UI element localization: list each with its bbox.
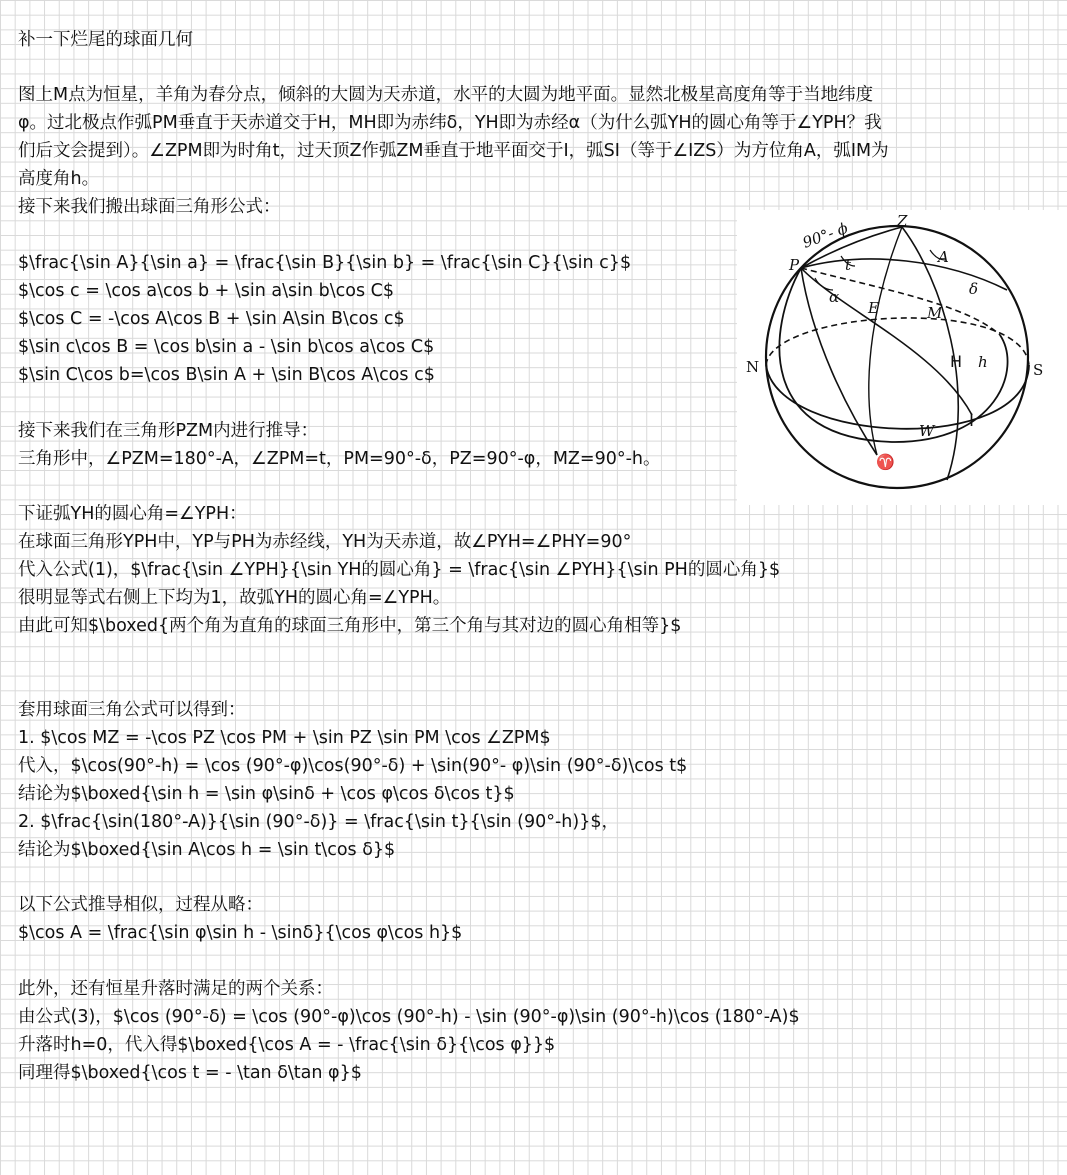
horizon-front-arc bbox=[766, 365, 1029, 429]
formula-line: $\cos c = \cos a\cos b + \sin a\sin b\cos C$ bbox=[18, 281, 395, 301]
label-p: P bbox=[789, 256, 800, 274]
paragraph-line: 在球面三角形YPH中，YP与PH为赤经线，YH为天赤道，故∠PYH=∠PHY=90° bbox=[18, 532, 632, 552]
formula-line: 由此可知$\boxed{两个角为直角的球面三角形中，第三个角与其对边的圆心角相等}$ bbox=[18, 616, 682, 636]
label-a: A bbox=[938, 248, 949, 266]
label-90-phi: 90°- ϕ bbox=[800, 218, 851, 252]
paragraph-line: 很明显等式右侧上下均为1，故弧YH的圆心角=∠YPH。 bbox=[18, 588, 451, 608]
paragraph-line: 高度角h。 bbox=[18, 169, 100, 189]
label-t: t bbox=[845, 256, 852, 274]
formula-line: $\cos A = \frac{\sin φ\sin h - \sinδ}{\cos φ\cos h}$ bbox=[18, 923, 463, 943]
paragraph-line: 接下来我们在三角形PZM内进行推导： bbox=[18, 421, 319, 441]
formula-line: 2. $\frac{\sin(180°-A)}{\sin (90°-δ)} = \frac{\sin t}{\sin (90°-h)}$， bbox=[18, 812, 619, 832]
formula-line: $\frac{\sin A}{\sin a} = \frac{\sin B}{\sin b} = \frac{\sin C}{\sin c}$ bbox=[18, 253, 632, 273]
paragraph-line: 套用球面三角公式可以得到： bbox=[18, 700, 246, 720]
formula-line: $\sin C\cos b=\cos B\sin A + \sin B\cos A\cos c$ bbox=[18, 365, 435, 385]
paragraph-line: 接下来我们搬出球面三角形公式： bbox=[18, 197, 281, 217]
label-delta: δ bbox=[969, 280, 979, 298]
paragraph-line: 以下公式推导相似，过程从略： bbox=[18, 895, 263, 915]
horizon-back-arc bbox=[766, 318, 1029, 365]
paragraph-line: 此外，还有恒星升落时满足的两个关系： bbox=[18, 979, 333, 999]
formula-line: 结论为$\boxed{\sin h = \sin φ\sinδ + \cos φ\cos δ\cos t}$ bbox=[18, 784, 515, 804]
doc-title: 补一下烂尾的球面几何 bbox=[18, 30, 193, 50]
paragraph-line: 图上M点为恒星，羊角为春分点，倾斜的大圆为天赤道，水平的大圆为地平面。显然北极星高度角等于当地纬度 bbox=[18, 85, 874, 105]
label-w: W bbox=[919, 422, 935, 440]
label-n: N bbox=[746, 358, 760, 376]
formula-line: 代入公式(1)，$\frac{\sin ∠YPH}{\sin YH的圆心角} = \frac{\sin ∠PYH}{\sin PH的圆心角}$ bbox=[18, 560, 781, 580]
label-aries: ♈ bbox=[876, 453, 895, 471]
label-s: S bbox=[1033, 361, 1044, 379]
label-h-upper: H bbox=[950, 352, 963, 371]
celestial-sphere-figure bbox=[737, 210, 1067, 505]
label-e: E bbox=[868, 299, 879, 317]
paragraph-line: φ。过北极点作弧PM垂直于天赤道交于H，MH即为赤纬δ，YH即为赤经α（为什么弧YH的圆心角等于∠YPH？我 bbox=[18, 113, 882, 133]
formula-line: 由公式(3)，$\cos (90°-δ) = \cos (90°-φ)\cos (90°-h) - \sin (90°-φ)\sin (90°-h)\cos (180°-A)$ bbox=[18, 1007, 800, 1027]
formula-line: 同理得$\boxed{\cos t = - \tan δ\tan φ}$ bbox=[18, 1063, 362, 1083]
hour-circle-arc bbox=[801, 268, 972, 415]
label-h-lower: h bbox=[978, 353, 988, 371]
paragraph-line: 三角形中，∠PZM=180°-A，∠ZPM=t，PM=90°-δ，PZ=90°-φ，MZ=90°-h。 bbox=[18, 449, 661, 469]
formula-line: 结论为$\boxed{\sin A\cos h = \sin t\cos δ}$ bbox=[18, 840, 396, 860]
formula-line: 升落时h=0，代入得$\boxed{\cos A = - \frac{\sin δ}{\cos φ}}$ bbox=[18, 1035, 556, 1055]
celestial-sphere-diagram bbox=[737, 210, 1067, 505]
paragraph-line: 们后文会提到）。∠ZPM即为时角t，过天顶Z作弧ZM垂直于地平面交于I，弧SI（等于∠IZS）为方位角A，弧IM为 bbox=[18, 141, 889, 161]
formula-line: $\cos C = -\cos A\cos B + \sin A\sin B\cos c$ bbox=[18, 309, 405, 329]
formula-line: 1. $\cos MZ = -\cos PZ \cos PM + \sin PZ \sin PM \cos ∠ZPM$ bbox=[18, 728, 551, 748]
label-i: I bbox=[969, 411, 975, 431]
label-m: M bbox=[927, 304, 943, 322]
formula-line: $\sin c\cos B = \cos b\sin a - \sin b\cos a\cos C$ bbox=[18, 337, 435, 357]
label-alpha: α bbox=[829, 288, 840, 306]
arc-z-y bbox=[869, 227, 902, 455]
paragraph-line: 下证弧YH的圆心角=∠YPH： bbox=[18, 504, 247, 524]
formula-line: 代入，$\cos(90°-h) = \cos (90°-φ)\cos(90°-δ) + \sin(90°- φ)\sin (90°-δ)\cos t$ bbox=[18, 756, 688, 776]
label-z: Z bbox=[897, 212, 908, 230]
